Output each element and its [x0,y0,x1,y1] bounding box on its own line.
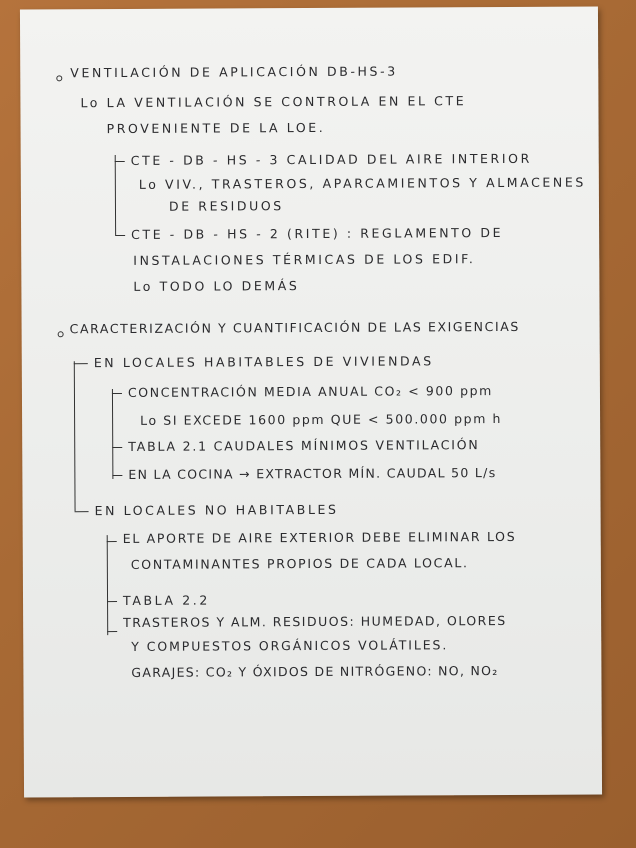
arrow-icon [115,161,125,162]
bullet-icon [58,331,64,337]
note-line: Lo SI EXCEDE 1600 ppm QUE < 500.000 ppm h [140,411,503,428]
note-line: Y COMPUESTOS ORGÁNICOS VOLÁTILES. [131,637,449,654]
arrow-icon [107,601,117,602]
note-line: CTE - DB - HS - 2 (RITE) : REGLAMENTO DE [131,224,504,242]
section2-title: CARACTERIZACIÓN Y CUANTIFICACIÓN DE LAS EXIGENCIAS [69,318,520,337]
tree-connector [74,361,76,511]
paper-sheet [20,6,602,797]
note-line: CONCENTRACIÓN MEDIA ANUAL CO₂ < 900 ppm [127,383,493,400]
arrow-icon [115,235,125,236]
note-line: TABLA 2.2 [122,592,210,608]
note-line: INSTALACIONES TÉRMICAS DE LOS EDIF. [133,251,476,268]
note-line: CTE - DB - HS - 3 CALIDAD DEL AIRE INTERIOR [130,150,532,168]
note-line: Lo TODO LO DEMÁS [133,278,300,294]
note-line: EN LA COCINA → EXTRACTOR MÍN. CAUDAL 50 L/s [128,465,497,482]
note-line: Lo VIV., TRASTEROS, APARCAMIENTOS Y ALMACENES [138,174,586,192]
arrow-icon [112,447,122,448]
arrow-icon [107,541,117,542]
note-line: PROVENIENTE DE LA LOE. [106,119,326,137]
section1-title: VENTILACIÓN DE APLICACIÓN DB-HS-3 [70,63,398,81]
note-line: GARAJES: CO₂ Y ÓXIDOS DE NITRÓGENO: NO, NO₂ [131,663,499,680]
note-line: TRASTEROS Y ALM. RESIDUOS: HUMEDAD, OLORES [123,612,507,630]
note-line: CONTAMINANTES PROPIOS DE CADA LOCAL. [130,555,469,572]
tree-connector [107,535,109,635]
tree-connector [115,155,116,235]
bullet-icon [56,75,62,81]
note-line: EN LOCALES NO HABITABLES [94,501,339,519]
arrow-icon [107,631,117,632]
note-line: Lo LA VENTILACIÓN SE CONTROLA EN EL CTE [80,93,467,111]
note-line: TABLA 2.1 CAUDALES MÍNIMOS VENTILACIÓN [128,437,480,454]
note-line: EL APORTE DE AIRE EXTERIOR DEBE ELIMINAR LOS [122,528,517,546]
arrow-icon [74,363,88,364]
arrow-icon [112,475,122,476]
arrow-icon [75,511,89,512]
tree-connector [112,389,113,479]
note-line: EN LOCALES HABITABLES DE VIVIENDAS [93,353,434,371]
note-line: DE RESIDUOS [168,198,284,214]
arrow-icon [112,393,122,394]
